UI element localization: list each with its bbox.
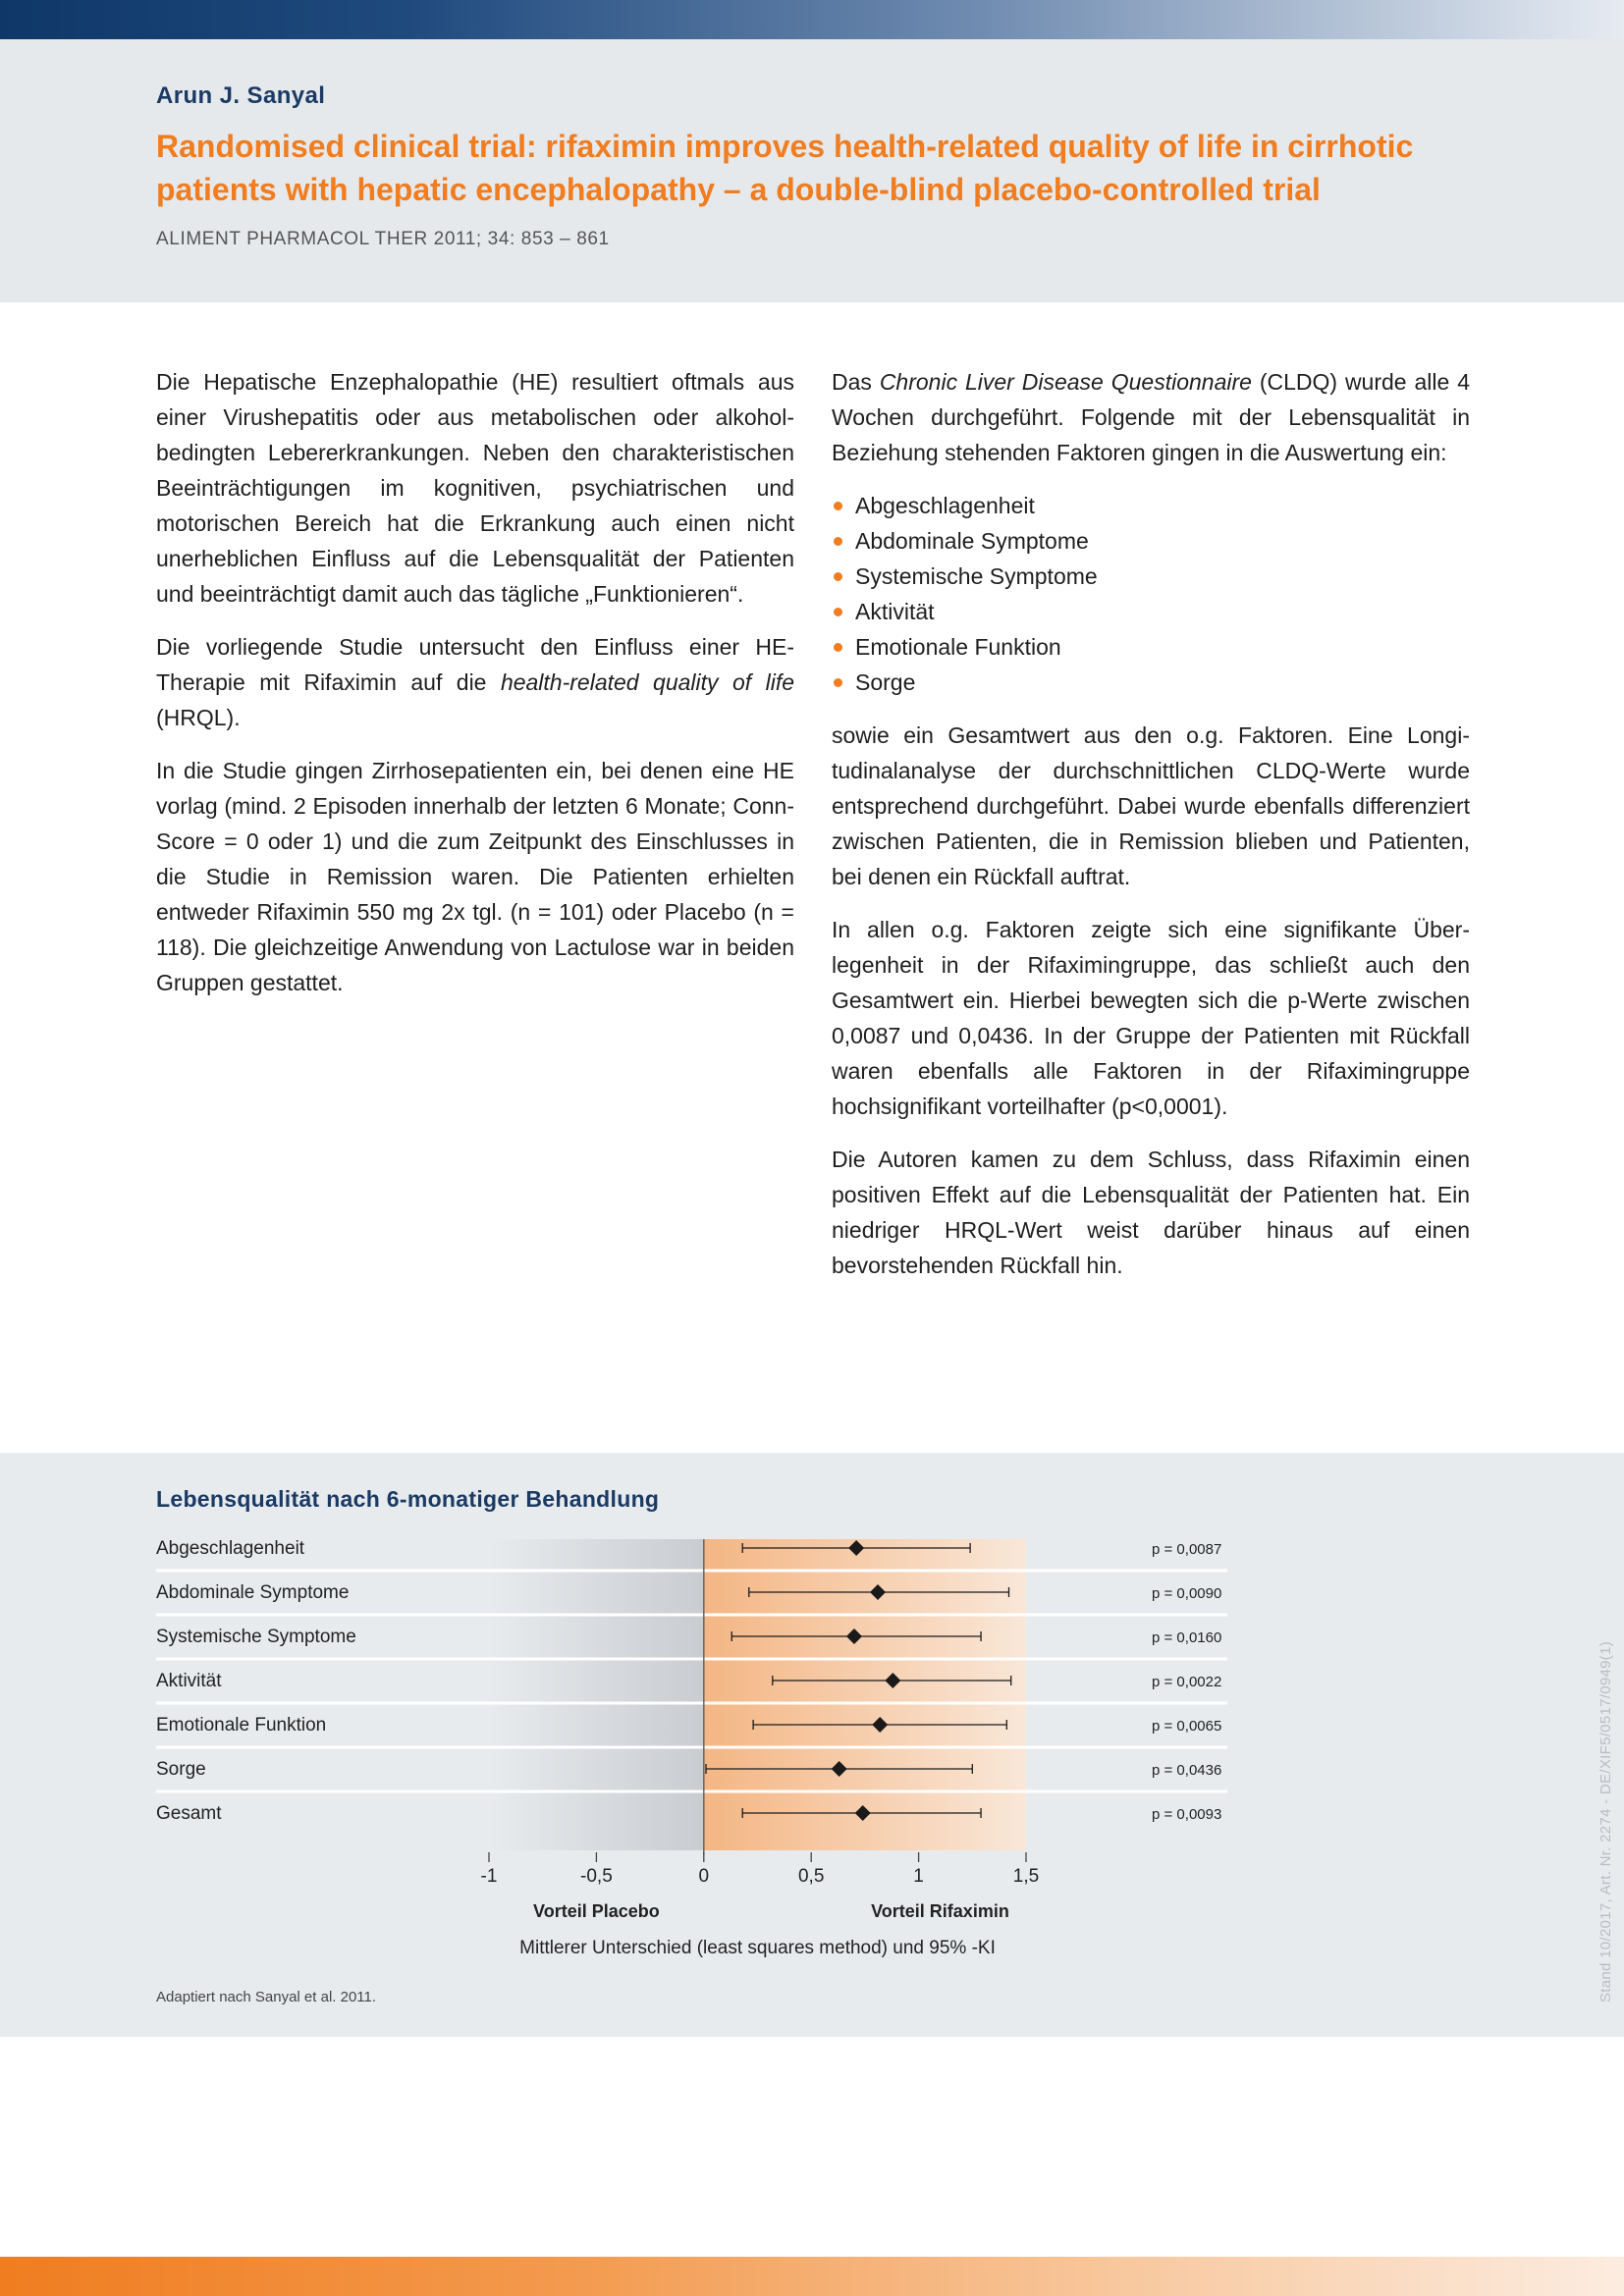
row-label: Sorge (156, 1759, 206, 1780)
list-item: Systemische Symptome (832, 559, 1470, 594)
tick-label: 0 (698, 1866, 710, 1887)
list-item: Emotionale Funktion (832, 629, 1470, 665)
paragraph-cldq: Das Chronic Liver Disease Questionnaire (CLDQ) wurde alle 4 Wochen durchgeführt. Folgende mit der Lebensqualität in Beziehung stehenden Faktoren gingen in die Auswertung ein: (832, 369, 1470, 465)
row-label: Aktivität (156, 1671, 222, 1691)
x-axis-title: Mittlerer Unterschied (least squares method) und 95% -KI (519, 1938, 996, 1958)
rifaximin-region (704, 1539, 1026, 1850)
bottom-color-bar (0, 2257, 1624, 2296)
p-value: p = 0,0160 (1152, 1629, 1222, 1646)
placebo-region (489, 1539, 704, 1850)
factor-list (832, 488, 1470, 700)
side-note: Stand 10/2017, Art. Nr. 2274 - DE/XIF5/0517/0949(1) (1597, 1640, 1614, 2002)
author-name: Arun J. Sanyal (156, 82, 326, 109)
chart-title: Lebensqualität nach 6-monatiger Behandlung (156, 1486, 660, 1512)
paragraph-conclusion: Die Autoren kamen zu dem Schluss, dass Rifaximin einen positiven Effekt auf die Lebensqualität der Patienten hat. Ein niedriger HRQL-Wert weist darüber hinaus auf einen bevorstehenden Rückfall hin. (832, 1147, 1470, 1278)
p-value: p = 0,0065 (1152, 1718, 1222, 1735)
list-item: Sorge (832, 665, 1470, 700)
bullet-icon (834, 643, 842, 652)
tick-label: 1 (913, 1866, 924, 1887)
paragraph-intro: Die Hepatische Enzephalopathie (HE) resultiert oftmals aus einer Virushepatitis oder aus metabolischen oder alkoholbedingten Lebererkrankungen. Neben den charakteristischen Beeinträchtigungen im kognitiven, psychiatrischen und motorischen Bereich hat die Erkrankung auch einen nicht unerheblichen Einfluss auf die Lebensqualität der Patienten und beeinträchtigt damit auch das tägliche „Funktionieren“. (156, 369, 794, 607)
paragraph-analysis: sowie ein Gesamtwert aus den o.g. Faktoren. Eine Longitudinalanalyse der durchschnittlichen CLDQ-Werte wurde entsprechend durchgeführt. Dabei wurde ebenfalls differenziert zwischen Patienten, die in Remission blieben und Patienten, bei denen ein Rückfall auftrat. (832, 722, 1470, 889)
tick-label: 1,5 (1012, 1866, 1040, 1887)
row-label: Emotionale Funktion (156, 1715, 327, 1735)
list-item: Aktivität (832, 594, 1470, 629)
paragraph-study-design: In die Studie gingen Zirrhosepatienten ein, bei denen eine HE vorlag (mind. 2 Episoden innerhalb der letzten 6 Monate; Conn-Score = 0 oder 1) und die zum Zeitpunkt des Einschlusses in die Studie in Remission waren. Die Patienten erhielten entweder Rifaximin 550 mg 2x tgl. (n = 101) oder Placebo (n = 118). Die gleichzeitige Anwendung von Lactulose war in beiden Gruppen gestattet. (156, 758, 794, 995)
bullet-icon (834, 608, 842, 616)
list-item: Abgeschlagenheit (832, 488, 1470, 523)
chart-footnote: Adaptiert nach Sanyal et al. 2011. (156, 1989, 377, 2005)
p-value: p = 0,0022 (1152, 1674, 1222, 1690)
list-item: Abdominale Symptome (832, 523, 1470, 559)
top-color-bar (0, 0, 1624, 39)
tick-label: -1 (480, 1866, 498, 1887)
tick-label: -0,5 (580, 1866, 613, 1887)
paragraph-results: In allen o.g. Faktoren zeigte sich eine signifikante Überlegenheit in der Rifaximingruppe, das schließt auch den Gesamtwert ein. Hierbei bewegten sich die p-Werte zwischen 0,0087 und 0,0436. In der Gruppe der Patienten mit Rückfall waren ebenfalls alle Faktoren in der Rifaximingruppe hochsignifikant vorteilhafter (p<0,0001). (832, 917, 1470, 1119)
row-label: Gesamt (156, 1803, 222, 1824)
right-text-column (832, 364, 1470, 1301)
row-label: Abdominale Symptome (156, 1582, 350, 1603)
bullet-icon (834, 678, 842, 687)
placebo-advantage-label: Vorteil Placebo (533, 1901, 660, 1921)
row-label: Systemische Symptome (156, 1627, 356, 1647)
bullet-icon (834, 502, 842, 510)
rifaximin-advantage-label: Vorteil Rifaximin (871, 1901, 1009, 1921)
p-value: p = 0,0093 (1152, 1806, 1222, 1823)
tick-label: 0,5 (797, 1866, 825, 1887)
p-value: p = 0,0087 (1152, 1541, 1222, 1558)
article-title: Randomised clinical trial: rifaximin improves health-related quality of life in cirrhotic patients with hepatic encephalopathy – a double-blind placebo-controlled trial (156, 129, 1414, 207)
journal-citation: ALIMENT PHARMACOL THER 2011; 34: 853 – 861 (156, 229, 610, 249)
bullet-icon (834, 572, 842, 581)
row-label: Abgeschlagenheit (156, 1538, 305, 1559)
left-text-column (156, 364, 794, 1018)
forest-plot (0, 1453, 1624, 1983)
bullet-icon (834, 537, 842, 546)
paragraph-study-aim: Die vorliegende Studie untersucht den Einfluss einer HE-Therapie mit Rifaximin auf die health-related quality of life (HRQL). (156, 634, 795, 730)
p-value: p = 0,0436 (1152, 1762, 1222, 1779)
p-value: p = 0,0090 (1152, 1585, 1222, 1602)
